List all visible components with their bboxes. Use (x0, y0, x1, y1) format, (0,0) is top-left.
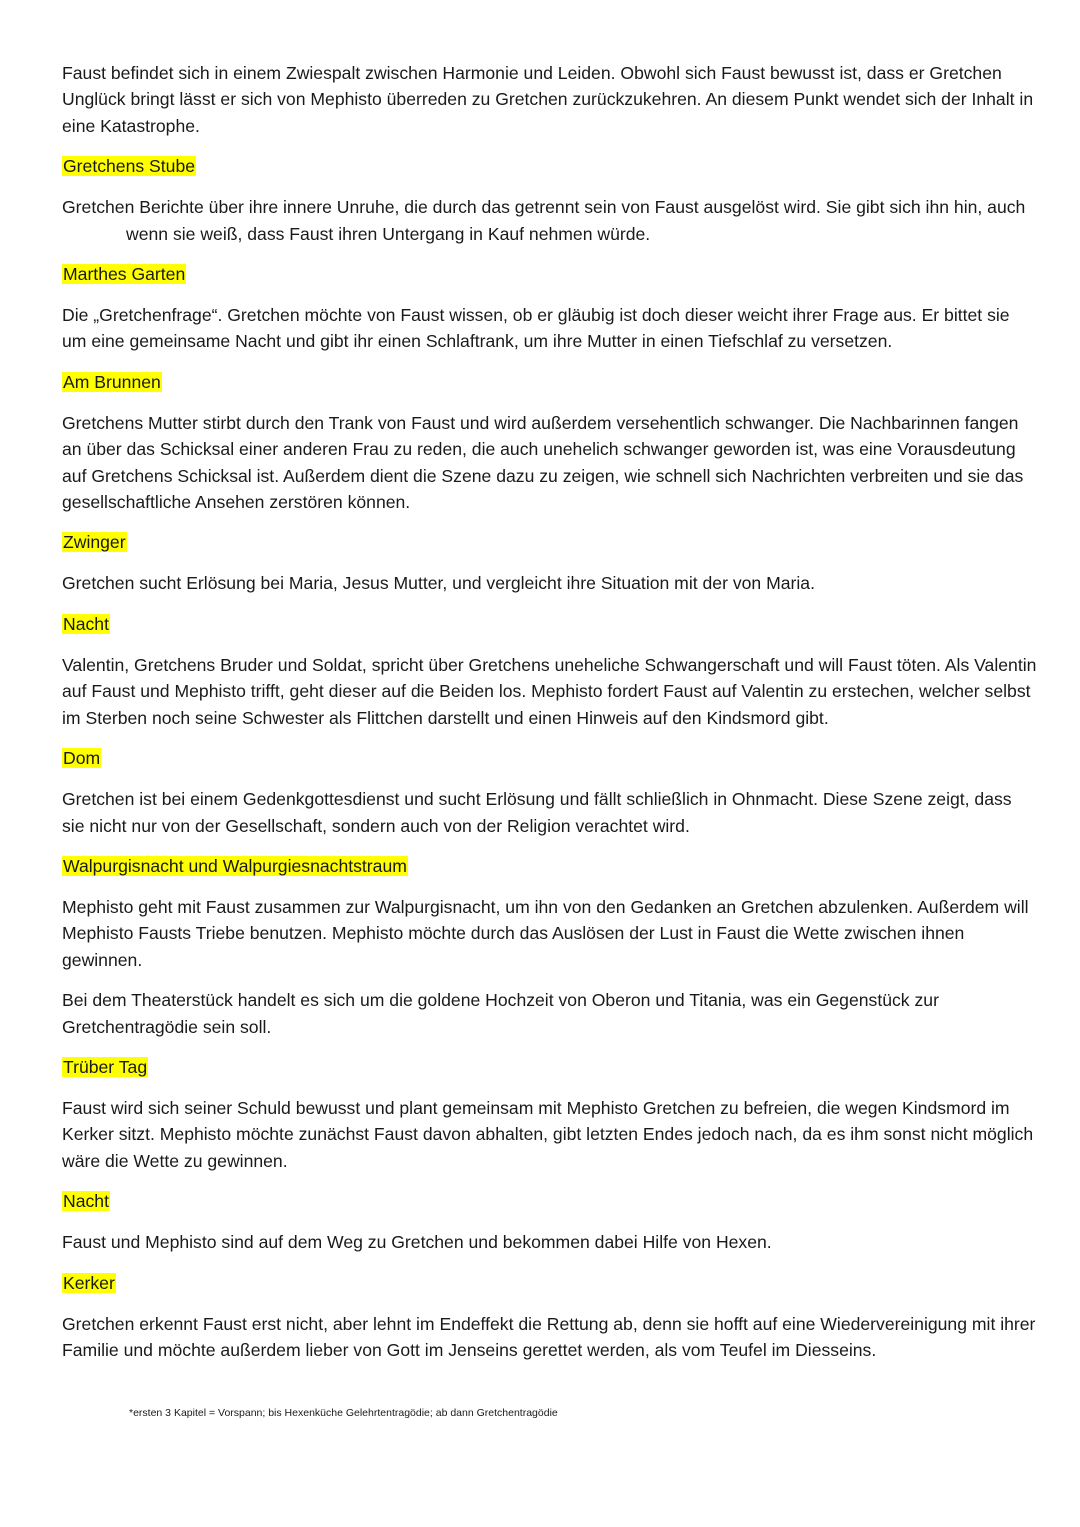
section-paragraph: Die „Gretchenfrage“. Gretchen möchte von Faust wissen, ob er gläubig ist doch dieser weicht ihrer Frage aus. Er bittet sie um eine gemeinsame Nacht und gibt ihr einen Schlaftrank, um ihre Mutter in einen Tiefschlaf zu versetzen. (62, 305, 1010, 352)
section-trueber-tag (62, 1054, 1037, 1174)
section-heading (62, 745, 1037, 771)
section-zwinger (62, 529, 1037, 596)
section-heading (62, 611, 1037, 637)
highlighted-heading: Kerker (63, 1272, 115, 1293)
section-paragraph: Bei dem Theaterstück handelt es sich um die goldene Hochzeit von Oberon und Titania, was ein Gegenstück zur Gretchentragödie sein soll. (62, 990, 939, 1037)
section-paragraph: Gretchen Berichte über ihre innere Unruhe, die durch das getrennt sein von Faust ausgelöst wird. Sie gibt sich ihn hin, auch wenn sie weiß, dass Faust ihren Untergang in Kauf nehmen würde. (62, 197, 1026, 244)
highlighted-heading: Dom (63, 748, 101, 769)
section-nacht-1 (62, 611, 1037, 731)
highlighted-heading: Gretchens Stube (63, 156, 196, 177)
section-paragraph: Faust wird sich seiner Schuld bewusst und plant gemeinsam mit Mephisto Gretchen zu befreien, die wegen Kindsmord im Kerker sitzt. Mephisto möchte zunächst Faust davon abhalten, gibt letzten Endes jedoch nach, da es ihm sonst nicht möglich wäre die Wette zu gewinnen. (62, 1097, 1034, 1171)
intro-paragraph: Faust befindet sich in einem Zwiespalt zwischen Harmonie und Leiden. Obwohl sich Faust bewusst ist, dass er Gretchen Unglück bringt lässt er sich von Mephisto überreden zu Gretchen zurückzukehren. An diesem Punkt wendet sich der Inhalt in eine Katastrophe. (62, 63, 1034, 136)
highlighted-heading: Nacht (63, 613, 109, 634)
section-heading (62, 369, 1037, 395)
highlighted-heading: Trüber Tag (63, 1056, 148, 1077)
section-paragraph: Mephisto geht mit Faust zusammen zur Walpurgisnacht, um ihn von den Gedanken an Gretchen abzulenken. Außerdem will Mephisto Fausts Triebe benutzen. Mephisto möchte durch das Auslösen der Lust in Faust die Wette zwischen ihnen gewinnen. (62, 896, 1029, 970)
section-heading (62, 529, 1037, 555)
section-paragraph: Gretchen erkennt Faust erst nicht, aber lehnt im Endeffekt die Rettung ab, denn sie hofft auf eine Wiedervereinigung mit ihrer Familie und möchte außerdem lieber von Gott im Jenseins gerettet werden, als vom Teufel im Diesseins. (62, 1313, 1036, 1360)
section-paragraph: Gretchens Mutter stirbt durch den Trank von Faust und wird außerdem versehentlich schwanger. Die Nachbarinnen fangen an über das Schicksal einer anderen Frau zu reden, die auch unehelich schwanger geworden ist, was eine Vorausdeutung auf Gretchens Schicksal ist. Außerdem dient die Szene dazu zu zeigen, wie schnell sich Nachrichten verbreiten und sie das gesellschaftliche Ansehen zerstören können. (62, 412, 1024, 513)
section-heading (62, 1270, 1037, 1296)
section-walpurgisnacht (62, 853, 1037, 1040)
section-kerker (62, 1270, 1037, 1364)
highlighted-heading: Am Brunnen (63, 371, 161, 392)
highlighted-heading: Nacht (63, 1191, 109, 1212)
section-paragraph: Valentin, Gretchens Bruder und Soldat, spricht über Gretchens uneheliche Schwangerschaft und will Faust töten. Als Valentin auf Faust und Mephisto trifft, geht dieser auf die Beiden los. Mephisto fordert Faust auf Valentin zu erstechen, welcher selbst im Sterben noch seine Schwester als Flittchen darstellt und einen Hinweis auf den Kindsmord gibt. (62, 654, 1037, 728)
highlighted-heading: Marthes Garten (63, 264, 186, 285)
section-dom (62, 745, 1037, 839)
section-paragraph: Faust und Mephisto sind auf dem Weg zu Gretchen und bekommen dabei Hilfe von Hexen. (62, 1232, 772, 1253)
section-heading (62, 153, 1037, 179)
section-nacht-2 (62, 1188, 1037, 1255)
highlighted-heading: Walpurgisnacht und Walpurgiesnachtstraum (63, 855, 407, 876)
highlighted-heading: Zwinger (63, 532, 126, 553)
section-am-brunnen (62, 369, 1037, 516)
document-page (62, 60, 1037, 1377)
section-heading (62, 261, 1037, 287)
section-heading (62, 853, 1037, 879)
section-paragraph: Gretchen ist bei einem Gedenkgottesdienst und sucht Erlösung und fällt schließlich in Ohnmacht. Diese Szene zeigt, dass sie nicht nur von der Gesellschaft, sondern auch von der Religion verachtet wird. (62, 789, 1012, 836)
section-marthes-garten (62, 261, 1037, 355)
section-heading (62, 1188, 1037, 1214)
section-paragraph: Gretchen sucht Erlösung bei Maria, Jesus Mutter, und vergleicht ihre Situation mit der von Maria. (62, 573, 815, 594)
section-gretchens-stube (62, 153, 1037, 247)
footnote: *ersten 3 Kapitel = Vorspann; bis Hexenküche Gelehrtentragödie; ab dann Gretchentragödie (129, 1407, 558, 1419)
section-heading (62, 1054, 1037, 1080)
